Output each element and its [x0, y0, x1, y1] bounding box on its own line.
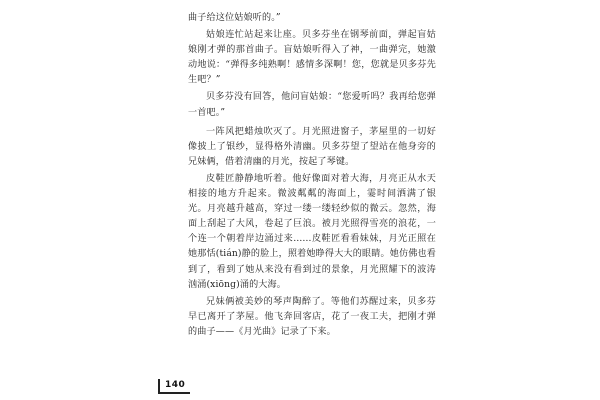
paragraph-2: 姑娘连忙站起来让座。贝多芬坐在钢琴前面，弹起盲姑娘刚才弹的那首曲子。盲姑娘听得入了神，一曲弹完，她激动地说：“弹得多纯熟啊！感情多深啊！您，您就是贝多芬先生吧？”: [188, 30, 436, 86]
body-text: [188, 11, 436, 340]
paragraph-6: 兄妹俩被美妙的琴声陶醉了。等他们苏醒过来，贝多芬早已离开了茅屋。他飞奔回客店，花了一夜工夫，把刚才弹的曲子——《月光曲》记录了下来。: [188, 296, 436, 337]
paragraph-1: 曲子给这位姑娘听的。”: [188, 13, 281, 23]
page-footer: [158, 372, 190, 394]
page-number: 140: [158, 379, 190, 394]
paragraph-4: 一阵风把蜡烛吹灭了。月光照进窗子，茅屋里的一切好像披上了银纱，显得格外清幽。贝多芬望了望站在他身旁的兄妹俩，借着清幽的月光，按起了琴键。: [188, 126, 436, 167]
paragraph-5: 皮鞋匠静静地听着。他好像面对着大海，月亮正从水天相接的地方升起来。微波粼粼的海面上，霎时间洒满了银光。月亮越升越高，穿过一缕一缕轻纱似的微云。忽然，海面上刮起了大风，卷起了巨浪。被月光照得雪亮的浪花，一个连一个朝着岸边涌过来……皮鞋匠看看妹妹，月光正照在她那恬(tián)静的脸上，照着她睁得大大的眼睛。她仿佛也看到了，看到了她从来没有看到过的景象，月光照耀下的波涛汹涌(xiōng)涌的大海。: [188, 173, 436, 290]
paragraph-3: 贝多芬没有回答，他问盲姑娘：“您爱听吗？我再给您弹一首吧。”: [188, 92, 436, 118]
